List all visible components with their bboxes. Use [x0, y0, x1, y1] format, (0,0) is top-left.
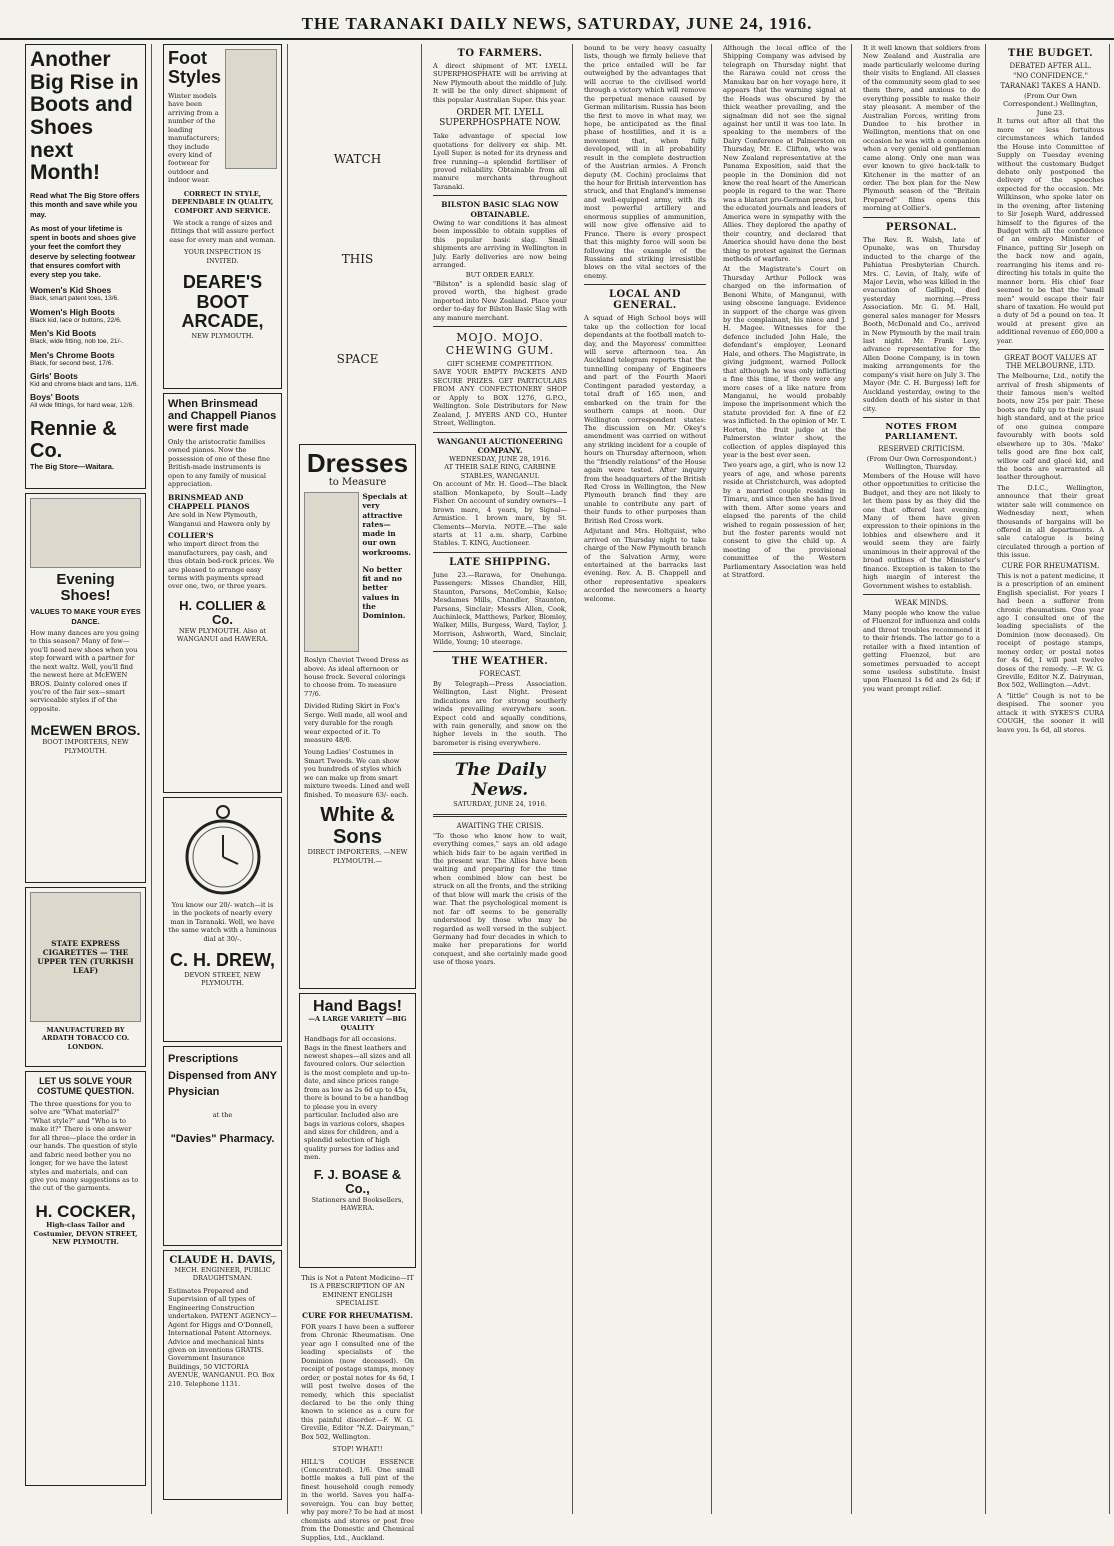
gift-head: GIFT SCHEME COMPETITION. [446, 360, 554, 368]
whitesons-sub: DIRECT IMPORTERS, —NEW PLYMOUTH.— [307, 848, 408, 865]
dresses-specials: Specials at very attractive rates—made in our own workrooms. [362, 492, 412, 557]
costume-body: The three questions for you to solve are "What material?" "What style?" and "Who is to make it?" There is one answer for all three—place the order in our hands. The question of style and fabric need bother you no longer, for we have the latest styles and materials, and can give you many suggestions as to the cut of the garments. [30, 1100, 139, 1193]
boot-item-name: Girls' Boots [30, 371, 78, 382]
news-text-3: Two years ago, a girl, who is now 12 years of age, and whose parents reside at Christchurch, was adopted by a married couple residing in Timaru, and since then she has lived with them. After some years and elapsed the parents of the child wished to regain possession of her, but the foster parents would not consent to give the child up. A meeting of the provisional committee of the Western Parliamentary Association was held at Stratford. [723, 461, 846, 580]
tobacco-maker: MANUFACTURED BY ARDATH TOBACCO CO. LONDON. [41, 1026, 130, 1051]
boot-item-desc: Black kid, lace or buttons, 22/6. [30, 316, 122, 324]
column-6 [718, 44, 852, 1514]
personal-body: The Rev. R. Walsh, late of Opunake, was on Thursday inducted to the charge of the Pahiatua Presbyterian Church. Mrs. C. Levin, of Italy, wife of Major Levin, who was killed in the evacuation of Gallipoli, died yesterday morning.—Press Association. Mr. G. M. Hall, general sales manager for Messrs Booth, McDonald and Co., arrived in New Plymouth by the mail train last night. Mr. Frank Levy, advance representative for the Allen Doone Company, is in town making arrangements for the company's visit here on July 3. The Mayor (Mr. C. H. Burgess) left for Auckland yesterday, owing to the sudden death of his sister in that city. [863, 235, 980, 413]
piano-body: Only the aristocratic families owned pianos. Now the possession of one of these fine British-made instruments is open to any family of musical appreciation. [168, 438, 271, 489]
weather-body: By Telegraph—Press Association. Wellington, Last Night. Present indications are for strong southerly winds prevailing everywhere soon. Expect cold and squally conditions, with rain generally, and snow on the higher levels in the south. The barometer is rising everywhere. [433, 679, 567, 747]
boot-item-name: Men's Kid Boots [30, 328, 97, 339]
dress-item: Young Ladies' Costumes in Smart Tweeds. We can show you hundreds of styles which we can make up from smart mixture tweeds. Lined and well finished. To measure 63/- each. [304, 748, 410, 799]
column-2 [158, 44, 288, 1514]
costume-head: LET US SOLVE YOUR COSTUME QUESTION. [36, 1076, 134, 1096]
rx-name: "Davies" Pharmacy. [170, 1132, 275, 1145]
pharmacy-ad [163, 1046, 282, 1246]
boot-list [30, 285, 141, 411]
column-3 [294, 44, 422, 1542]
boot-illustration [225, 49, 277, 169]
budget-sub-2: "NO CONFIDENCE." [1013, 72, 1088, 80]
personal-head: PERSONAL. [885, 221, 958, 233]
deare-name: DEARE'S BOOT ARCADE, [181, 272, 264, 332]
big-store-ad [25, 44, 146, 489]
dancing-couple-illustration [30, 498, 141, 568]
foot-styles-ad [163, 44, 282, 389]
boot-item-desc: Black, wide fitting, nob toe, 21/-. [30, 338, 124, 346]
cocker-ad [25, 1071, 146, 1486]
boot-item-desc: Black, for second best, 17/6. [30, 359, 114, 367]
rx-head: Prescriptions Dispensed from ANY Physician [168, 1053, 277, 1098]
stop-label: STOP! WHAT!! [332, 1445, 383, 1454]
boot-item-desc: Black, smart patent toes, 13/6. [30, 295, 120, 303]
dresses-head: Dresses [306, 448, 409, 478]
hills-body: HILL'S COUGH ESSENCE (Concentrated). 1/6. One small bottle makes a full pint of the finest household cough remedy in the world. Saves you half-a-sovereign. You can buy better, why pay more? To be had at most chemists and stores or post free from the Domestic and Chemical Supplies, Ltd., Auckland. [301, 1457, 414, 1542]
dic-body: The D.I.C., Wellington, announce that their great winter sale will commence on Wednesday next, when thousands of bargains will be offered in all departments. A sale catalogue is being circulated through a portion of this issue. [997, 483, 1104, 560]
davis-sub: MECH. ENGINEER, PUBLIC DRAUGHTSMAN. [174, 1266, 271, 1283]
store-tag: The Big Store—Waitara. [30, 462, 114, 472]
evening-shoes-ad [25, 493, 146, 883]
davis-ad [163, 1250, 282, 1500]
mojo-line: MOJO. MOJO. CHEWING GUM. [445, 331, 555, 357]
crisis-head: AWAITING THE CRISIS. [456, 821, 544, 830]
boot-item-desc: Kid and chrome black and tans, 11/6. [30, 381, 139, 389]
evening-body: How many dances are you going to this season? Many of few—you'll need new shoes when you step forward with a partner for the next waltz. Well, you'll find the newest here at McEWEN BROS. Dainty colored ones if you're of the fair sex—smart serviceable styles if of the opposite. [30, 628, 140, 713]
davis-name: CLAUDE H. DAVIS, [169, 1255, 276, 1266]
budget-head: THE BUDGET. [1007, 48, 1094, 59]
bilston-head: BILSTON BASIC SLAG NOW OBTAINABLE. [441, 200, 559, 219]
piano-brands: BRINSMEAD AND CHAPPELL PIANOS [168, 492, 250, 511]
leader-continued: bound to be very heavy casualty lists, though we firmly believe that the price entailed will be far outweighed by the advantages that will accrue to the civilised world through a victory which will remove the perpetual menace caused by German militarism. Russia has been the first to move in what may, we hope, be anticipated as the final phase of hostilities, and it is a movement that, when fully developed, will in all probability result in the complete destruction of the Austrian armies. A French deputy (M. Cochin) proclaims that the hour for British intervention has struck, and that England's immense and well-equipped army, with its most powerful artillery and enormous supplies of ammunition, will now give offensive aid to France. There is every prospect that this mighty force will soon be following the example of the Russians and striking irresistible blows on the vital sectors of the enemy. [584, 44, 706, 280]
cough-body: A "little" Cough is not to be despised. The sooner you attack it with SYKES'S CURA COUGH, the sooner it will leave you. Is 6d, all stores. [997, 691, 1104, 734]
forecast-label: FORECAST. [478, 669, 522, 678]
boot-item-name: Women's Kid Shoes [30, 285, 112, 296]
cocker-name: H. COCKER, [35, 1201, 136, 1221]
store-name: Rennie & Co. [30, 417, 117, 462]
auction-body: On account of Mr. H. Good—The black stallion Monkapeto, by Soult—Lady Fisher. On account of sundry owners—1 brown mare, 4 years, by Signal—Armistice. 1 brown mare, by St. Clements—Mervia. NOTE.—The sale starts at 11 a.m. sharp, Carbine Stables. T. KING, Auctioneer. [433, 480, 567, 548]
bilston-body: Owing to war conditions it has almost been impossible to obtain supplies of this popular basic slag. Small shipments are arriving in Wellington in July. Early deliveries are now being arranged. [433, 218, 567, 269]
cure-body: This is not a patent medicine, it is a prescription of an eminent English specialist. For years I had been a sufferer from chronic rheumatism. One year ago I consulted one of the leading specialists of the Dominion (now deceased). On receipt of postage stamps, money order, or postal notes for 4s 6d, I will post twelve doses of the remedy. —F. W. G. Greville, Editor N.Z. Dairyman, Box 502, Wellington.—Advt. [997, 571, 1104, 690]
masthead [0, 0, 1114, 40]
boot-item-name: Women's High Boots [30, 306, 115, 317]
foot-invite: YOUR INSPECTION IS INVITED. [184, 248, 261, 265]
piano-head: When Brinsmead and Chappell Pianos were first made [168, 398, 277, 434]
shipping-body: June 23.—Rarawa, for Onehunga. Passengers: Misses Chandler, Hill, Staunton, Parsons, McCombie, Kelso; Mesdames Mills, Chandler, Staunton, Parsons, Sinclair; Messrs Allen, Cook, Auchinleck, Matthews, Parker, Blomley, Walker, Mills, Burgess, Ward, Taylor, J. Morrison, Ashworth, Ward, Sinclair, Wilde, Young; 10 steerage. [433, 570, 567, 647]
dress-item: Divided Riding Skirt in Fox's Serge. Well made, all wool and very durable for the rough wear expected of it. To measure 48/6. [304, 702, 408, 745]
bilston-order: BUT ORDER EARLY. [465, 271, 535, 280]
parliament-head: NOTES FROM PARLIAMENT. [884, 421, 959, 442]
deare-sub: NEW PLYMOUTH. [191, 331, 254, 340]
budget-sub: DEBATED AFTER ALL. [1009, 62, 1092, 70]
handbags-ad [299, 993, 416, 1268]
cure-head: CURE FOR RHEUMATISM. [1001, 561, 1100, 570]
watch-body: You know our 20/- watch—it is in the pockets of nearly every man in Taranaki. Well, we have the same watch with a luminous dial at 30/-. [168, 901, 277, 943]
dailynews-date: SATURDAY, JUNE 24, 1916. [453, 800, 547, 809]
ad-intro: Read what The Big Store offers this month and save while you may. [30, 191, 140, 219]
boase-sub: Stationers and Booksellers, HAWERA. [311, 1195, 404, 1213]
column-4 [428, 44, 573, 1514]
auction-date: WEDNESDAY, JUNE 28, 1916. [449, 455, 551, 463]
drew-sub: DEVON STREET, NEW PLYMOUTH. [184, 970, 261, 988]
dailynews-banner: The Daily News. [454, 760, 546, 801]
dresses-sub: to Measure [328, 477, 387, 489]
order-line: ORDER MT. LYELL SUPERPHOSPHATE NOW. [439, 108, 561, 129]
ad-headline: Another Big Rise in Boots and Shoes next Month! [30, 48, 139, 185]
cocker-sub: High-class Tailor and Costumier, DEVON STREET, NEW PLYMOUTH. [33, 1221, 138, 1247]
order-body: Take advantage of special low quotations for delivery ex ship. Mt. Lyell Super. is noted for its dryness and free running—a splendid fertiliser of proved reliability. Obtainable from all manure merchants throughout Taranaki. [433, 132, 567, 191]
rheum-intro: This is Not a Patent Medicine—IT IS A PRESCRIPTION OF AN EMINENT ENGLISH SPECIALIST. [301, 1274, 414, 1308]
gift-body: SAVE YOUR EMPTY PACKETS AND SECURE PRIZES. GET PARTICULARS FROM ANY CONFECTIONERY SHOP or Apply to BOX 1276, G.P.O., Wellington. Sole Distributors for New Zealand, J. MYERS AND CO., Hunter Street, Wellington. [433, 368, 567, 428]
local-general-body: A squad of High School boys will take up the collection for local dependants at the football match to-day, and the Mayoress' committee will serve afternoon tea. An Auckland telegram reports that the tunnelling company of Engineers and part of the Fourth Maori Contingent paraded yesterday, a total draft of 165 men, and embarked on the train for the southern camps at noon. Our Wellington correspondent states: The discussion on Mr. Okey's amendment was carried on without any striking incident for a couple of hours on Thursday afternoon, when the "friendly relations" of the House again were tested. After inquiry from the headquarters of the British Red Cross in Wellington, the New Plymouth branch find they are unable to contribute any part of their funds to other purposes than British Red Cross work. [584, 314, 706, 525]
tobacco-ad [25, 887, 146, 1067]
farmers-head: TO FARMERS. [457, 48, 543, 59]
watch-this-space [299, 44, 416, 444]
bags-body: Handbags for all occasions. Bags in the finest leathers and newest shapes—all sizes and all favoured colors. Our selection is the most complete and up-to-date, and since prices range from as low as 2s 6d up to 45s, there is bound to be a handbag to please you in every particular. Included also are bags in various colors, shapes and sizes for children, and a splendid selection of high quality purses for ladies and men. [304, 1035, 411, 1162]
piano-body2: Are sold in New Plymouth, Wanganui and Hawera only by [168, 511, 271, 528]
drew-ad [163, 797, 282, 1042]
dresses-fit: No better fit and no better values in the Dominion. [362, 564, 406, 621]
mcewen-sub: BOOT IMPORTERS, NEW PLYMOUTH. [42, 738, 129, 755]
drew-name: C. H. DREW, [169, 950, 275, 971]
great-boot-head: GREAT BOOT VALUES AT THE MELBOURNE, LTD. [1004, 354, 1097, 371]
woman-dress-illustration [304, 492, 359, 652]
column-7 [858, 44, 986, 1514]
auction-at: AT THEIR SALE RING, CARBINE STABLES, WANGANUI. [444, 463, 556, 480]
rx-at: at the [212, 1110, 233, 1119]
watch-word: WATCH [333, 152, 382, 166]
bags-sub: —A LARGE VARIETY —BIG QUALITY [308, 1015, 407, 1032]
this-word: THIS [341, 252, 374, 266]
great-boot-body: The Melbourne, Ltd., notify the arrival of fresh shipments of their famous men's welted boots, now 25s per pair. These boots are fully up to their usual high standard, and at the price of one guinea compare favourably with boots sold elsewhere up to 30s. 'Make' tells good are fine box calf, willow calf and glacé kid, and the boots are warranted all leather throughout. [997, 372, 1104, 482]
boot-item-desc: All wide fittings, for hard wear, 12/6. [30, 402, 135, 410]
news-text-col7: It it well known that soldiers from New Zealand and Australia are made particularly welcome during their visits to England. All classes of the community seem glad to see them there, and anxious to do everything possible to make their stay pleasant. A member of the Australian Forces, writing from Dundee to his brother in Wellington, mentions that on one occasion he was with a companion when a very genial old gentleman came along. Only one man was ever known to give back-talk to Kitchener in the matter of an order. The box plan for the New Plymouth season of the "Britain Prepared" films opens this morning at Collier's. [863, 44, 980, 213]
column-8 [992, 44, 1110, 1514]
collier-sub: NEW PLYMOUTH. Also at WANGANUI and HAWERA. [176, 626, 269, 644]
whitesons-name: White & Sons [320, 804, 395, 848]
piano-body3: who import direct from the manufacturers, pay cash, and thus obtain bed-rock prices. We are pleased to arrange easy terms with payments spread over one, two, or three years. [168, 540, 275, 591]
piano-ad [163, 393, 282, 793]
ad-body: As most of your lifetime is spent in boots and shoes give your feet the comfort they deserve by selecting footwear that ensures comfort with every step you take. [30, 223, 136, 280]
collier-name: H. COLLIER & Co. [179, 597, 266, 627]
bags-head: Hand Bags! [313, 998, 402, 1015]
foot-body: Winter models have been arriving from a number of the leading manufacturers; they include every kind of footwear for outdoor and indoor wear. [168, 91, 220, 185]
budget-corr: (From Our Own Correspondent.) Wellington, June 23. [1003, 92, 1098, 117]
weather-head: THE WEATHER. [451, 655, 549, 667]
budget-body: It turns out after all that the more or less fortuitous circumstances which landed the House into Committee of Supply on Tuesday evening without the customary Budget debate only postponed the delivery of the speeches expected for the occasion. Mr. Wilkinson, who spoke later on in the evening, after listening to Sir Joseph Ward, addressed himself to the figures of the Budget with all the confidence of an embryo Minister of Finance, putting Sir Joseph on the back now and again, rearranging his items and re-directing his totals in quite the manner born. His chief fear seemed to be that the "small men" would escape their fair share of taxation. He would put a duty of 5d a pound on tea. It would at present give an additional revenue of £60,000 a year. [997, 117, 1104, 345]
parliament-corr: (From Our Own Correspondent.) Wellington, Thursday. [866, 454, 977, 472]
evening-sub: VALUES TO MAKE YOUR EYES DANCE. [30, 607, 141, 626]
cigarette-pack-illustration [30, 892, 141, 1022]
davis-body: Estimates Prepared and Supervision of all types of Engineering Construction undertaken. PATENT AGENCY—Agent for Higgs and O'Donnell, International Patent Attorneys. Advice and mechanical hints given on inventions GRATIS. Government Insurance Buildings, 50 VICTORIA AVENUE, WANGANUI. P.O. Box 210. Telephone 1131. [168, 1286, 277, 1388]
tobacco-brand: STATE EXPRESS CIGARETTES — THE UPPER TEN (TURKISH LEAF) [37, 938, 134, 976]
parliament-sub: RESERVED CRITICISM. [878, 444, 965, 453]
shipping-head: LATE SHIPPING. [449, 556, 551, 568]
parliament-body: Members of the House will have other opportunities to criticise the Budget, and they are not likely to let them pass by as they did the one that offered last evening. Many of them have given expression to their opinions in the lobbies and elsewhere and it would seem they are fairly unanimous in their approval of the broad outlines of the Minister's finance. Exception is taken to the high margin of interest the Government wishes to establish. [863, 471, 980, 590]
weak-minds-head: WEAK MINDS. [894, 598, 949, 607]
evening-head: Evening Shoes! [56, 571, 115, 605]
foot-correct: CORRECT IN STYLE, DEPENDABLE IN QUALITY, COMFORT AND SERVICE. [171, 189, 274, 215]
dress-item: Roslyn Cheviot Tweed Dress as above. As ideal afternoon or house frock. Several colorings to choose from. To measure 77/6. [304, 656, 409, 698]
boase-name: F. J. BOASE & Co., [313, 1166, 402, 1196]
pocket-watch-icon [183, 802, 263, 897]
auction-head: WANGANUI AUCTIONEERING COMPANY. [437, 436, 563, 455]
news-text-1: Although the local office of the Shipping Company was advised by telegraph on Thursday night that the Rarawa could not cross the Manukau bar on her voyage here, it appears that the warning signal at the Heads was obscured by the thick weather prevailing, and the signalman did not see the signal against her until it was too late. In speaking to the members of the Dairy Conference at Palmerston on Thursday, Mr. E. Clifton, who was New Zealand representative at the Panama Exposition, said that the people in the Dominion did not know the real heart of the American people in regard to the war. There was a blatant pro-German press, but the educated journals and leaders of America were in sympathy with the Allies. They deplored the apathy of their country, and declared that America should have done the best thing to protest against the German methods of warfare. [723, 44, 846, 263]
rheum-body: FOR years I have been a sufferer from Chronic Rheumatism. One year ago I consulted one of the leading specialists of the Dominion (now deceased). On receipt of postage stamps, money order, or postal notes for 4s 6d, I will post twelve doses of the remedy, which this specialist declared to be the only thing known to science as a cure for this painful disorder.—F. W. G. Greville, Editor "N.Z. Dairyman," Box 502, Wellington. [301, 1323, 414, 1441]
boot-item-name: Men's Chrome Boots [30, 349, 115, 360]
masthead-title: THE TARANAKI DAILY NEWS, SATURDAY, JUNE 24, 1916. [301, 14, 813, 33]
bilston-body2: "Bilston" is a splendid basic slag of proved worth, the highest grade imported into New Zealand. Place your order to-day for Bilston Basic Slag with any manure merchant. [433, 279, 567, 322]
dresses-ad [299, 444, 416, 989]
colliers-label: COLLIER'S [168, 531, 214, 540]
news-text-2: At the Magistrate's Court on Thursday Arthur Pollock was charged on the information of Benoni White, of Manganui, with using obscene language. Evidence in support of the charge was given by the complainant, his niece and J. H. Magee. Witnesses for the defence included John Hale, the defendant's employer, Leonard Hale, and others. The Magistrate, in giving judgment, warned Pollock that although he was only inflicting a fine this time, if there were any more cases of a like nature from Manganui, he would probably impose the imprisonment which the statute provided for. A fine of £2 was inflicted. In the opinion of Mr. T. Horton, the fruit judge at the Palmerston winter show, the collection of apples displayed this year is the best ever seen. [723, 265, 846, 459]
local-general-body-2: Adjutant and Mrs. Holtquist, who arrived on Thursday night to take charge of the New Plymouth branch of the Salvation Army, were entertained at the barracks last evening. Rev. A. B. Chappell and other representative speakers accorded the newcomers a hearty welcome. [584, 527, 706, 603]
crisis-body: "To those who know how to wait, everything comes," says an old adage which bids fair to be again verified in the present war. The Allies have been waiting and preparing for the time when combined blow can best be struck on all the fronts, and the striking of that blow will mark the crisis of the war. That the psychological moment is not far off seems to be generally understood by those who may be regarded as well versed in the subject. Germany had four decades in which to make her preparations for world conquest, and she certainly made good use of those years. [433, 831, 567, 967]
local-general-head: LOCAL AND GENERAL. [608, 289, 682, 312]
foot-head: Foot Styles [168, 48, 222, 88]
boot-item-name: Boys' Boots [30, 392, 80, 403]
weak-minds-body: Many people who know the value of Fluenzol for influenza and colds and throat troubles recommend it to their friends. The latter go to a retailer with a fixed intention of getting Fluenzol, but are sometimes persuaded to accept some useless substitute. Insist upon Fluenzol 1s 6d and 2s 6d; if you want prompt relief. [863, 608, 980, 693]
rheumatism-ad [299, 1272, 416, 1546]
column-5 [579, 44, 712, 1514]
rheum-head: CURE FOR RHEUMATISM. [302, 1310, 413, 1320]
column-1 [20, 44, 152, 1514]
mcewen-name: McEWEN BROS. [30, 722, 141, 739]
budget-sub-3: TARANAKI TAKES A HAND. [1000, 82, 1101, 90]
foot-stock: We stock a range of sizes and fittings that will assure perfect ease for every man and woman. [169, 219, 276, 244]
space-word: SPACE [336, 352, 379, 366]
farmers-body: A direct shipment of MT. LYELL SUPERPHOSPHATE will be arriving at New Plymouth about the middle of July. It will be the only direct shipment of this popular Australian Super. this year. [433, 62, 567, 104]
